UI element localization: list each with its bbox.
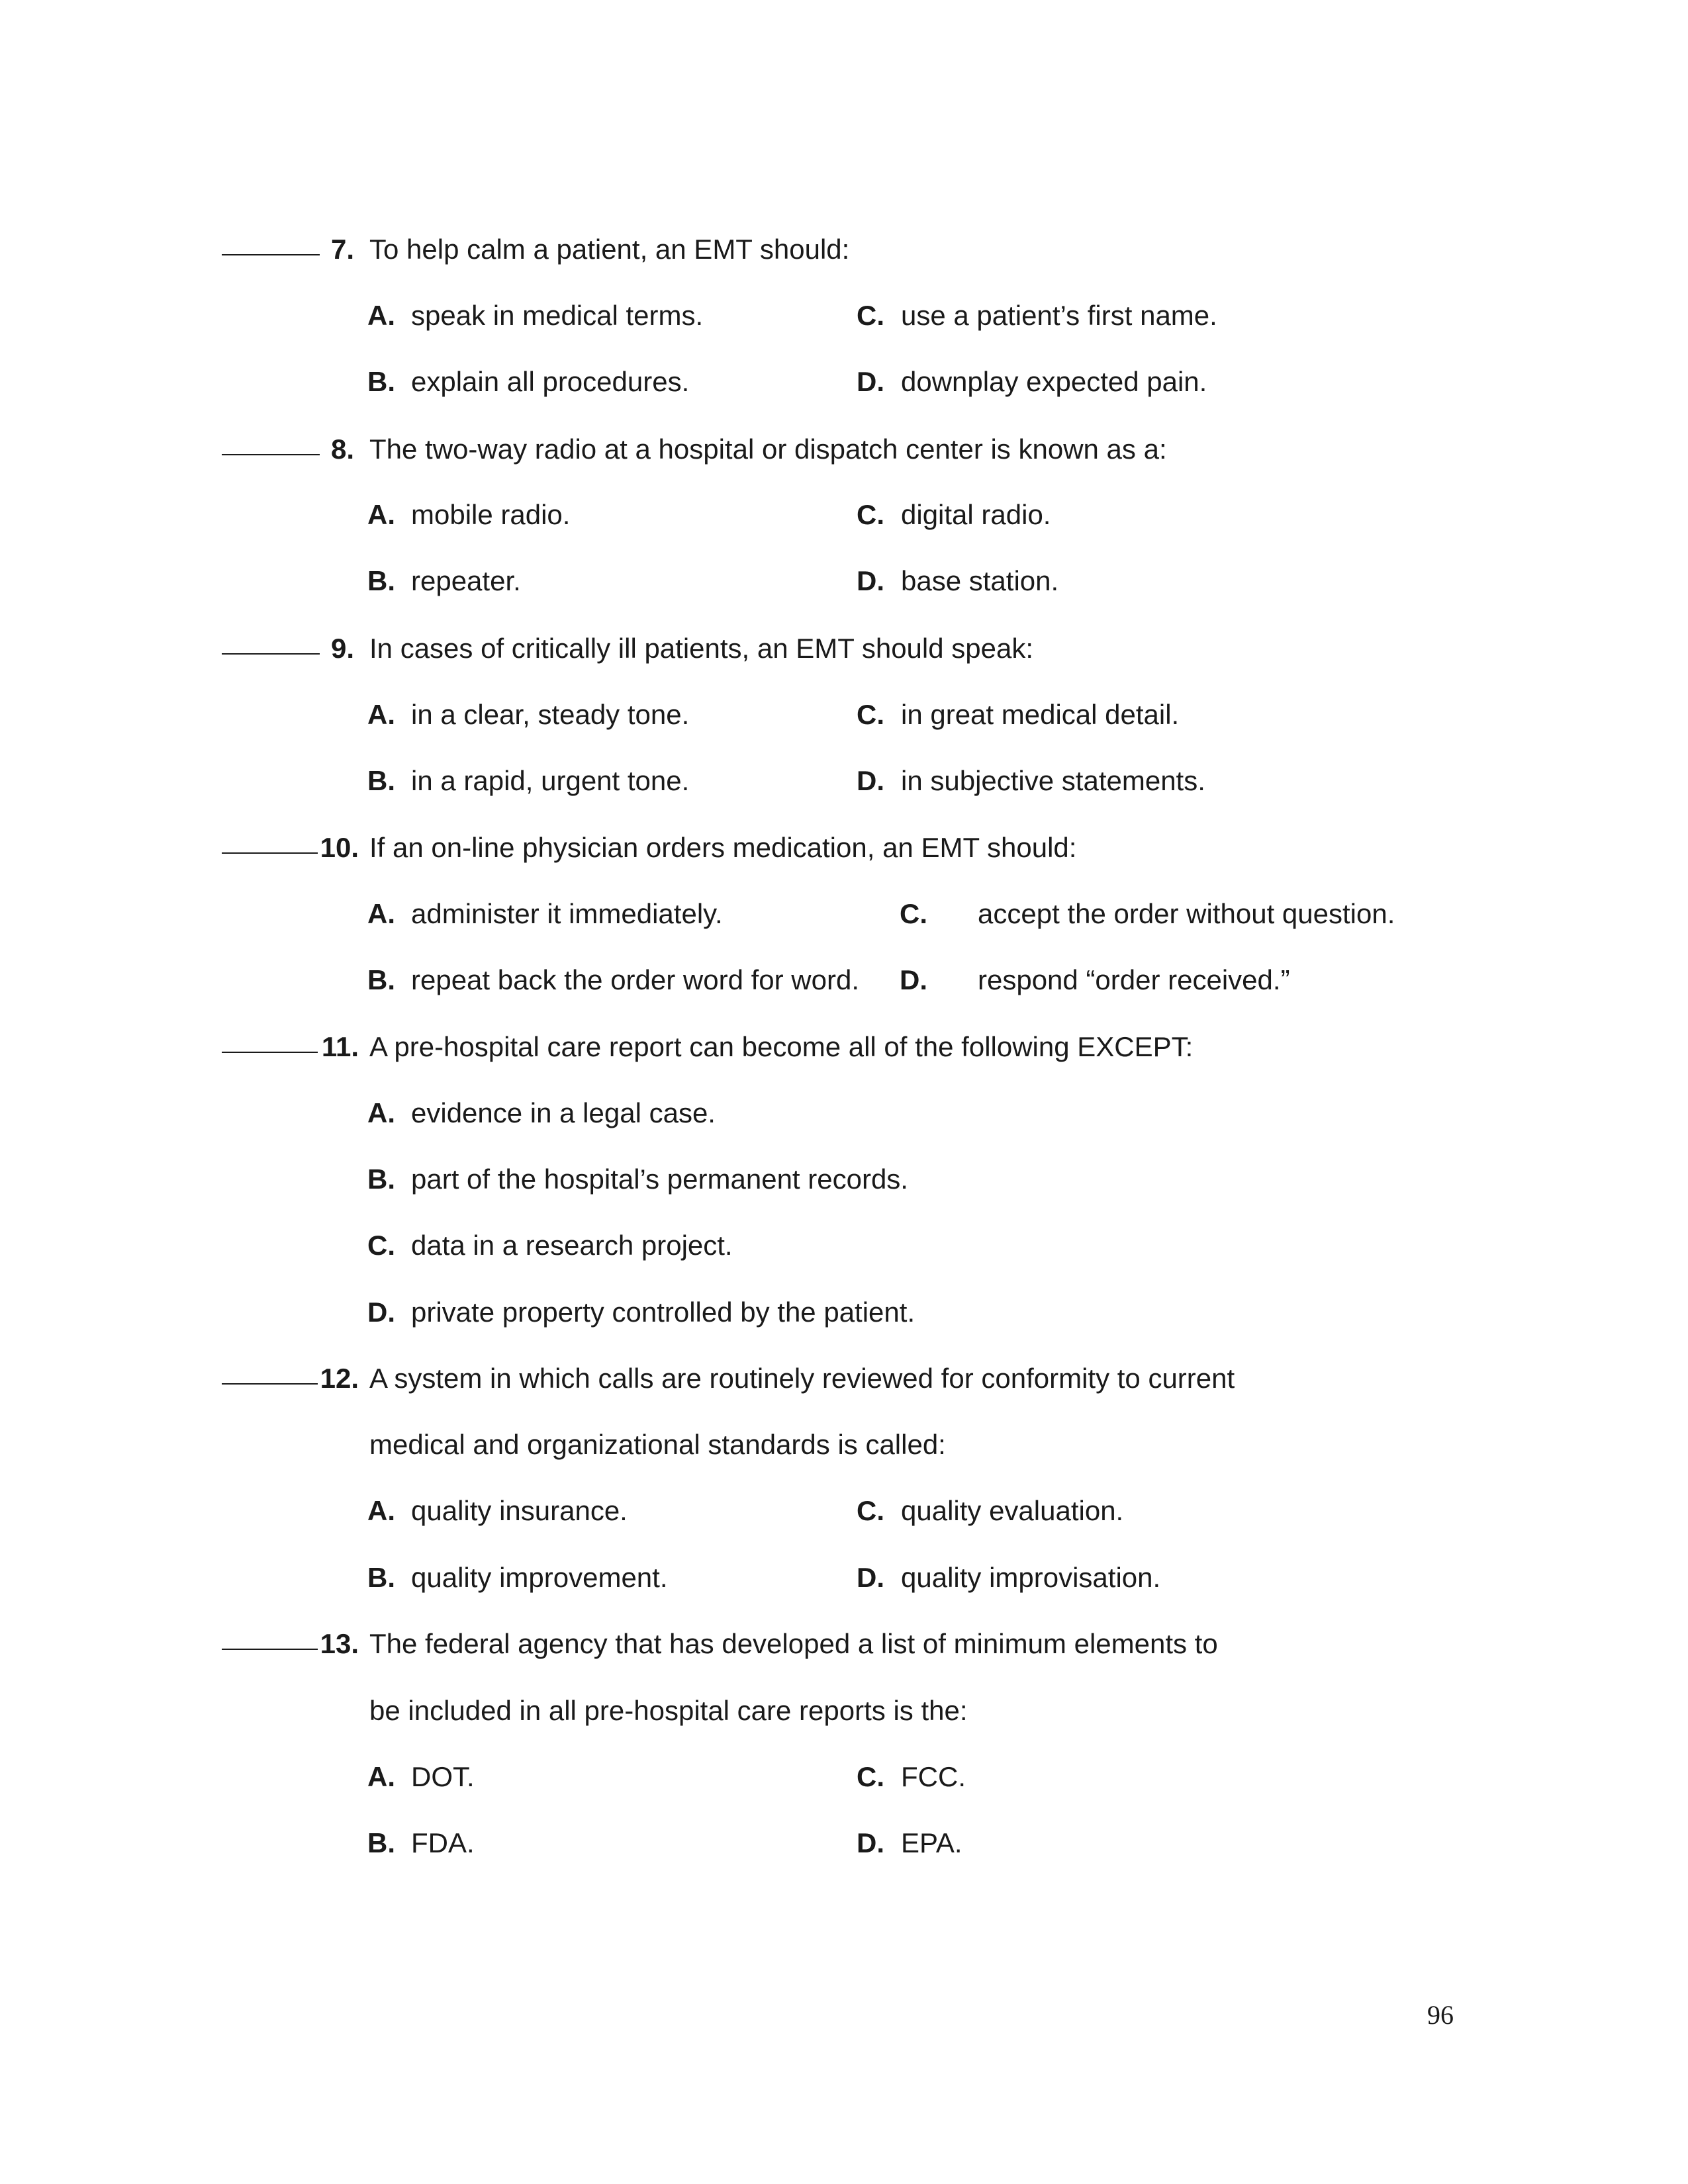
answer-blank[interactable] — [222, 1052, 318, 1053]
option-letter: A. — [367, 300, 395, 331]
option-text: in a clear, steady tone. — [411, 699, 690, 730]
option-text: quality improvement. — [411, 1562, 668, 1593]
option-letter: B. — [367, 964, 395, 995]
option-text: evidence in a legal case. — [411, 1097, 716, 1128]
question-stem: be included in all pre-hospital care reports is the: — [369, 1695, 968, 1726]
option-letter: D. — [857, 1562, 884, 1593]
question-stem: To help calm a patient, an EMT should: — [369, 234, 850, 265]
option-text: quality insurance. — [411, 1495, 628, 1526]
question-number: 7. — [330, 234, 354, 265]
option-letter: C. — [857, 300, 884, 331]
option-text: DOT. — [411, 1761, 475, 1792]
option-letter: A. — [367, 1495, 395, 1526]
option-letter: C. — [857, 699, 884, 730]
question-stem: medical and organizational standards is called: — [369, 1429, 946, 1460]
option-letter: B. — [367, 765, 395, 796]
option-text: in a rapid, urgent tone. — [411, 765, 690, 796]
option-text: repeat back the order word for word. — [411, 964, 860, 995]
option-letter: D. — [900, 964, 927, 995]
question-stem: The two-way radio at a hospital or dispatch center is known as a: — [369, 433, 1167, 465]
option-text: private property controlled by the patient. — [411, 1297, 915, 1328]
option-text: FDA. — [411, 1827, 475, 1858]
answer-blank[interactable] — [222, 1649, 318, 1650]
option-letter: C. — [857, 1495, 884, 1526]
option-text: EPA. — [901, 1827, 962, 1858]
option-letter: D. — [857, 765, 884, 796]
option-text: respond “order received.” — [978, 964, 1290, 995]
option-text: digital radio. — [901, 499, 1051, 530]
answer-blank[interactable] — [222, 1383, 318, 1385]
question-number: 9. — [330, 633, 354, 664]
question-stem: In cases of critically ill patients, an EMT should speak: — [369, 633, 1034, 664]
question-number: 8. — [330, 433, 354, 465]
option-text: explain all procedures. — [411, 366, 690, 397]
answer-blank[interactable] — [222, 254, 320, 255]
option-text: data in a research project. — [411, 1230, 733, 1261]
option-letter: A. — [367, 1097, 395, 1128]
option-letter: C. — [367, 1230, 395, 1261]
option-letter: D. — [367, 1297, 395, 1328]
option-text: use a patient’s first name. — [901, 300, 1217, 331]
option-letter: D. — [857, 1827, 884, 1858]
option-text: quality evaluation. — [901, 1495, 1124, 1526]
option-letter: D. — [857, 565, 884, 596]
option-text: administer it immediately. — [411, 898, 723, 929]
answer-blank[interactable] — [222, 653, 320, 655]
option-text: downplay expected pain. — [901, 366, 1207, 397]
option-text: in great medical detail. — [901, 699, 1180, 730]
option-letter: B. — [367, 366, 395, 397]
option-text: repeater. — [411, 565, 521, 596]
option-letter: B. — [367, 1562, 395, 1593]
option-letter: A. — [367, 898, 395, 929]
option-letter: B. — [367, 565, 395, 596]
option-text: part of the hospital’s permanent records. — [411, 1163, 908, 1195]
question-stem: A system in which calls are routinely reviewed for conformity to current — [369, 1363, 1235, 1394]
question-stem: The federal agency that has developed a list of minimum elements to — [369, 1628, 1218, 1659]
page-number: 96 — [1427, 2000, 1454, 2030]
question-number: 12. — [320, 1363, 359, 1394]
option-letter: D. — [857, 366, 884, 397]
question-stem: If an on-line physician orders medication, an EMT should: — [369, 832, 1077, 863]
question-stem: A pre-hospital care report can become all of the following EXCEPT: — [369, 1031, 1194, 1062]
option-letter: A. — [367, 1761, 395, 1792]
option-text: speak in medical terms. — [411, 300, 704, 331]
question-number: 13. — [320, 1628, 359, 1659]
option-letter: A. — [367, 499, 395, 530]
answer-blank[interactable] — [222, 454, 320, 455]
option-text: FCC. — [901, 1761, 966, 1792]
option-letter: C. — [900, 898, 927, 929]
option-text: in subjective statements. — [901, 765, 1205, 796]
option-letter: A. — [367, 699, 395, 730]
option-letter: B. — [367, 1163, 395, 1195]
option-letter: C. — [857, 499, 884, 530]
question-number: 10. — [320, 832, 359, 863]
option-text: mobile radio. — [411, 499, 571, 530]
option-text: base station. — [901, 565, 1059, 596]
question-number: 11. — [321, 1031, 359, 1062]
answer-blank[interactable] — [222, 852, 318, 854]
option-letter: B. — [367, 1827, 395, 1858]
option-text: quality improvisation. — [901, 1562, 1161, 1593]
option-letter: C. — [857, 1761, 884, 1792]
option-text: accept the order without question. — [978, 898, 1395, 929]
